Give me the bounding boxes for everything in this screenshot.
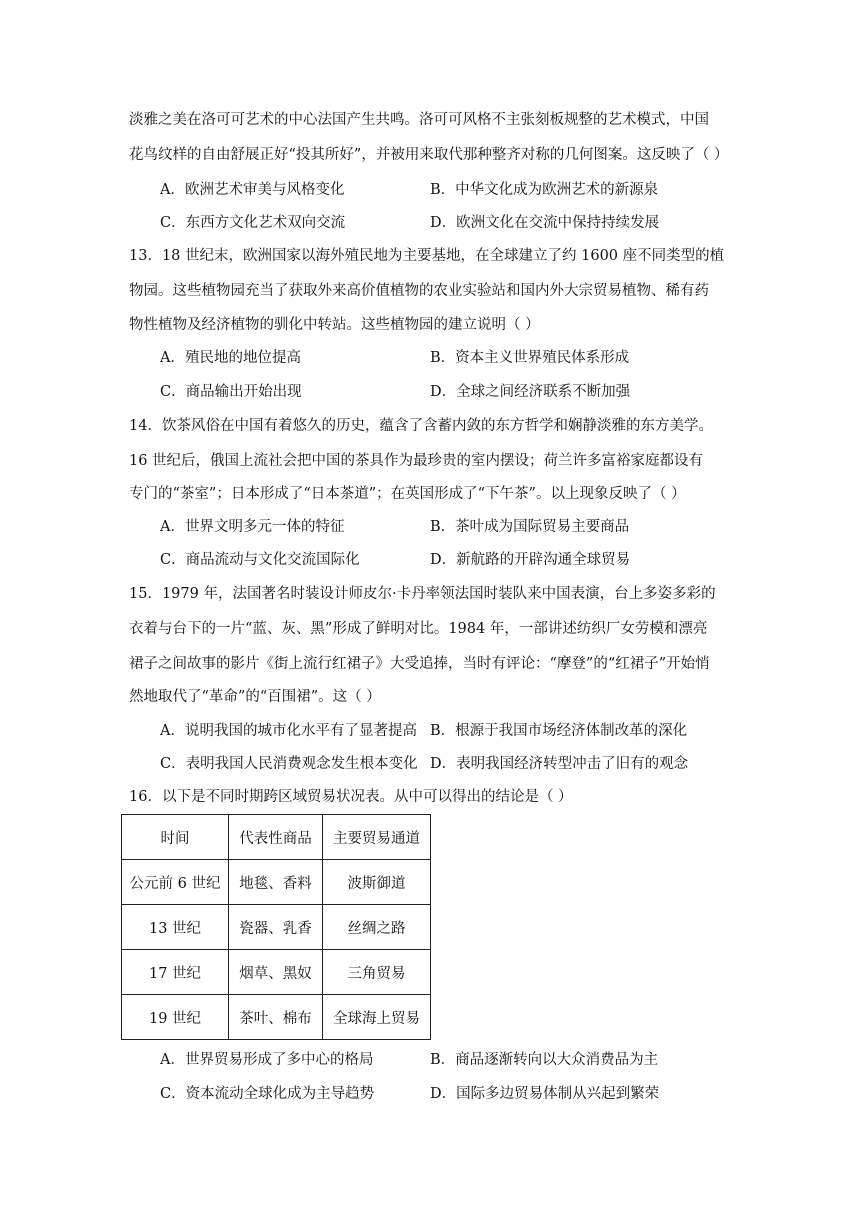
q13-option-a: A．殖民地的地位提高: [160, 350, 301, 366]
table-cell-route: 三角贸易: [323, 950, 431, 995]
q14-option-c: C．商品流动与文化交流国际化: [160, 552, 360, 568]
table-cell-route: 波斯御道: [323, 860, 431, 905]
table-cell-time: 13 世纪: [122, 905, 229, 950]
q15-option-d: D．表明我国经济转型冲击了旧有的观念: [430, 756, 689, 772]
q12-option-b: B．中华文化成为欧洲艺术的新源泉: [430, 182, 659, 198]
q13-option-c: C．商品输出开始出现: [160, 384, 302, 400]
q16-option-c: C．资本流动全球化成为主导趋势: [160, 1086, 375, 1102]
q15-option-c: C．表明我国人民消费观念发生根本变化: [160, 756, 418, 772]
q13-stem-line-2: 物园。这些植物园充当了获取外来高价值植物的农业实验站和国内外大宗贸易植物、稀有药: [129, 283, 709, 299]
table-cell-time: 19 世纪: [122, 995, 229, 1040]
q13-stem-line-3: 物性植物及经济植物的驯化中转站。这些植物园的建立说明（ ）: [129, 317, 540, 333]
q13-stem-line-1: 13．18 世纪末，欧洲国家以海外殖民地为主要基地，在全球建立了约 1600 座不同类型的植: [129, 248, 725, 264]
q14-option-d: D．新航路的开辟沟通全球贸易: [430, 552, 631, 568]
table-header-route: 主要贸易通道: [323, 815, 431, 860]
table-row: [122, 995, 431, 1040]
table-cell-time: 公元前 6 世纪: [122, 860, 229, 905]
q15-option-b: B．根源于我国市场经济体制改革的深化: [430, 723, 688, 739]
table-header-goods: 代表性商品: [229, 815, 323, 860]
q14-option-b: B．茶叶成为国际贸易主要商品: [430, 519, 630, 535]
q16-stem: 16．以下是不同时期跨区域贸易状况表。从中可以得出的结论是（ ）: [129, 789, 573, 805]
q16-option-d: D．国际多边贸易体制从兴起到繁荣: [430, 1086, 660, 1102]
table-cell-goods: 地毯、香料: [229, 860, 323, 905]
q15-stem-line-2: 衣着与台下的一片“蓝、灰、黑”形成了鲜明对比。1984 年，一部讲述纺织厂女劳模和漂亮: [129, 621, 708, 637]
q12-option-a: A．欧洲艺术审美与风格变化: [160, 182, 345, 198]
table-cell-route: 全球海上贸易: [323, 995, 431, 1040]
q14-option-a: A．世界文明多元一体的特征: [160, 519, 345, 535]
table-cell-goods: 瓷器、乳香: [229, 905, 323, 950]
table-cell-time: 17 世纪: [122, 950, 229, 995]
table-row: [122, 905, 431, 950]
q15-stem-line-3: 裙子之间故事的影片《街上流行红裙子》大受追捧，当时有评论：“摩登”的“红裙子”开始悄: [129, 656, 710, 672]
trade-table: [121, 814, 431, 1040]
q12-stem-line-1: 淡雅之美在洛可可艺术的中心法国产生共鸣。洛可可风格不主张刻板规整的艺术模式，中国: [129, 112, 709, 128]
q15-stem-line-4: 然地取代了“革命”的“百围裙”。这（ ）: [129, 689, 381, 705]
table-row: [122, 950, 431, 995]
table-row: [122, 860, 431, 905]
q15-stem-line-1: 15．1979 年，法国著名时装设计师皮尔·卡丹率领法国时装队来中国表演，台上多姿多彩的: [129, 586, 716, 602]
q13-option-b: B．资本主义世界殖民体系形成: [430, 350, 630, 366]
q12-stem-line-2: 花鸟纹样的自由舒展正好“投其所好”，并被用来取代那种整齐对称的几何图案。这反映了（ ）: [129, 147, 729, 163]
q14-stem-line-1: 14．饮茶风俗在中国有着悠久的历史，蕴含了含蓄内敛的东方哲学和娴静淡雅的东方美学。: [129, 418, 713, 434]
q12-option-d: D．欧洲文化在交流中保持持续发展: [430, 215, 660, 231]
table-cell-route: 丝绸之路: [323, 905, 431, 950]
table-header-row: [122, 815, 431, 860]
q16-option-b: B．商品逐渐转向以大众消费品为主: [430, 1052, 659, 1068]
q13-option-d: D．全球之间经济联系不断加强: [430, 384, 631, 400]
q16-option-a: A．世界贸易形成了多中心的格局: [160, 1052, 374, 1068]
q14-stem-line-3: 专门的“茶室”；日本形成了“日本茶道”；在英国形成了“下午茶”。以上现象反映了（ ）: [129, 486, 686, 502]
q15-option-a: A．说明我国的城市化水平有了显著提高: [160, 723, 417, 739]
table-header-time: 时间: [122, 815, 229, 860]
q14-stem-line-2: 16 世纪后，俄国上流社会把中国的茶具作为最珍贵的室内摆设；荷兰许多富裕家庭都设有: [129, 453, 704, 469]
table-cell-goods: 茶叶、棉布: [229, 995, 323, 1040]
q12-option-c: C．东西方文化艺术双向交流: [160, 215, 346, 231]
table-cell-goods: 烟草、黑奴: [229, 950, 323, 995]
